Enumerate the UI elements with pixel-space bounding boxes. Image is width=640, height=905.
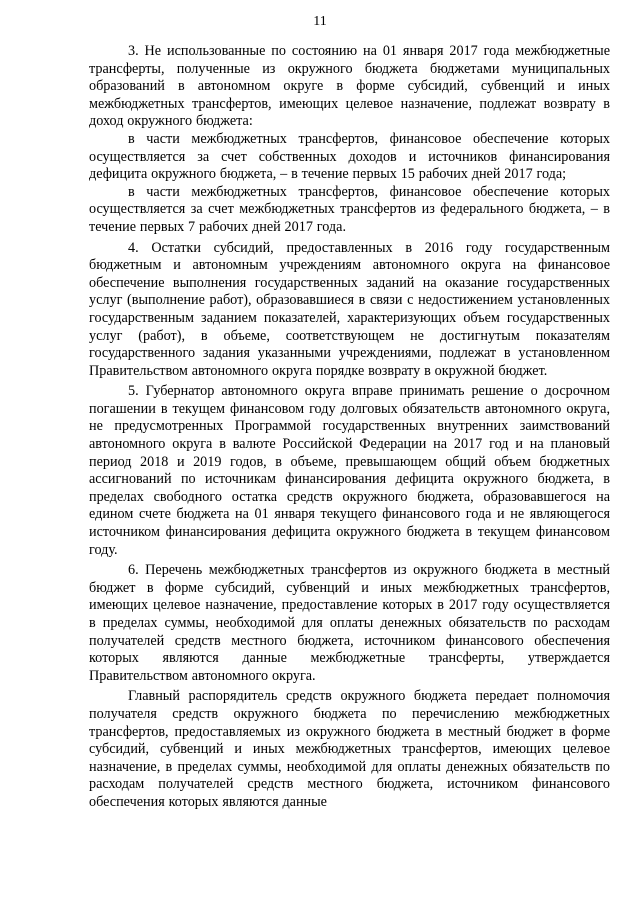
paragraph-3: 3. Не использованные по состоянию на 01 января 2017 года межбюджетные трансферты, полученные из окружного бюджета бюджетами муниципальных образований в автономном округе в форме субсидий, субвенций и иных межбюджетных трансфертов, имеющих целевое назначение, подлежат возврату в доход окружного бюджета: bbox=[89, 43, 610, 130]
document-body bbox=[89, 43, 610, 812]
paragraph-6: 6. Перечень межбюджетных трансфертов из окружного бюджета в местный бюджет в форме субсидий, субвенций и иных межбюджетных трансфертов, имеющих целевое назначение, предоставление которых в 2017 году осуществляется в пределах суммы, необходимой для оплаты денежных обязательств по расходам получателей средств местного бюджета, источником финансового обеспечения которых являются данные межбюджетные трансферты, утверждается Правительством автономного округа. bbox=[89, 562, 610, 684]
paragraph-3-item-own-revenues: в части межбюджетных трансфертов, финансовое обеспечение которых осуществляется за счет собственных доходов и источников финансирования дефицита окружного бюджета, – в течение первых 15 рабочих дней 2017 года; bbox=[89, 130, 610, 183]
paragraph-5: 5. Губернатор автономного округа вправе принимать решение о досрочном погашении в текущем финансовом году долговых обязательств автономного округа, не предусмотренных Программой государственных внутренних заимствований автономного округа в валюте Российской Федерации на 2017 год и на плановый период 2018 и 2019 годов, в объеме, превышающем общий объем бюджетных ассигнований по источникам финансирования дефицита окружного бюджета, в пределах свободного остатка средств окружного бюджета, образовавшегося на едином счете бюджета на 01 января текущего финансового года и не являющегося источником финансирования дефицита окружного бюджета в текущем финансовом году. bbox=[89, 383, 610, 558]
paragraph-4: 4. Остатки субсидий, предоставленных в 2016 году государственным бюджетным и автономным учреждениям автономного округа на финансовое обеспечение выполнения государственных заданий на оказание государственных услуг (выполнение работ), образовавшиеся в связи с недостижением установленных государственным заданием показателей, характеризующих объем государственных услуг (работ), в объеме, соответствующем не достигнутым показателям государственного задания указанными учреждениями, подлежат в установленном Правительством автономного округа порядке возврату в окружной бюджет. bbox=[89, 239, 610, 379]
paragraph-3-item-federal-transfers: в части межбюджетных трансфертов, финансовое обеспечение которых осуществляется за счет межбюджетных трансфертов из федерального бюджета, – в течение первых 7 рабочих дней 2017 года. bbox=[89, 183, 610, 235]
page-number: 11 bbox=[313, 14, 327, 29]
paragraph-6-continuation: Главный распорядитель средств окружного бюджета передает полномочия получателя средств окружного бюджета по перечислению межбюджетных трансфертов, предоставляемых из окружного бюджета в местный бюджет в форме субсидий, субвенций и иных межбюджетных трансфертов, имеющих целевое назначение, в пределах суммы, необходимой для оплаты денежных обязательств по расходам получателей средств местного бюджета, источником финансового обеспечения которых являются данные bbox=[89, 688, 610, 810]
